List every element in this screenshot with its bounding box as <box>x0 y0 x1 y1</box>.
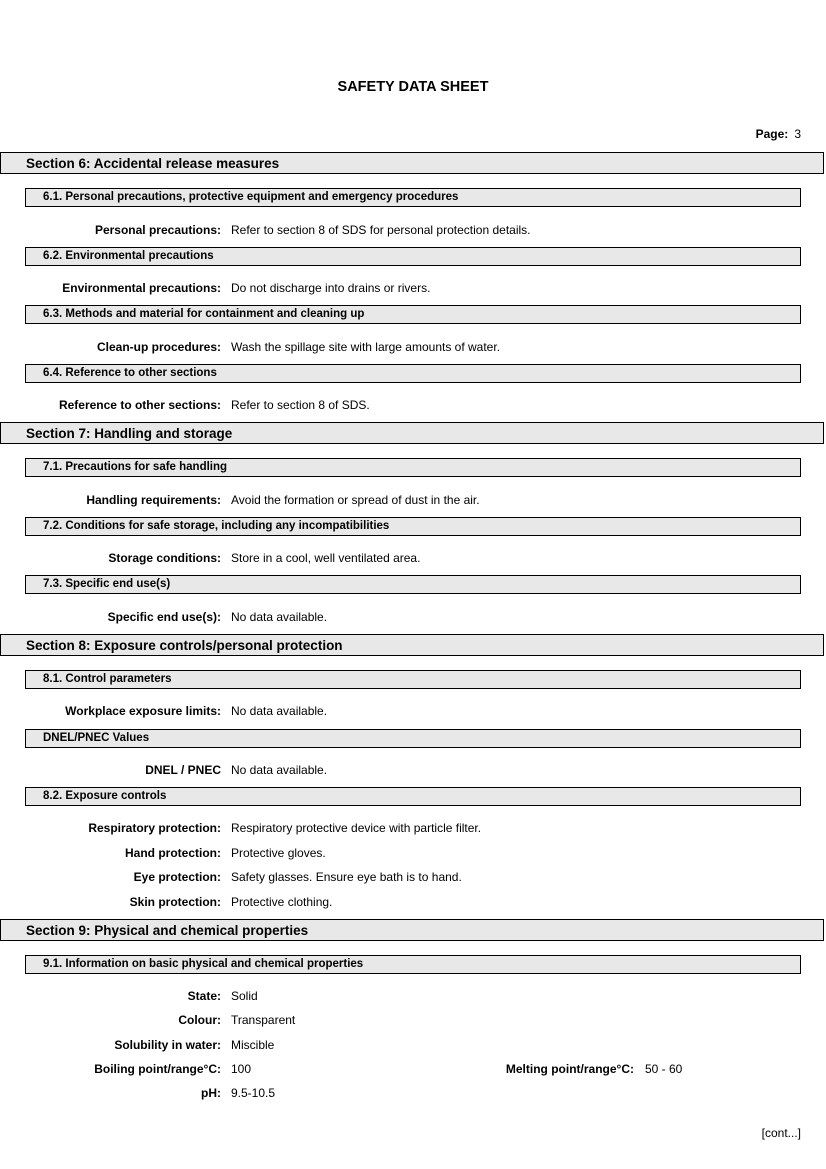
field-value: Protective gloves. <box>231 846 326 860</box>
dnel-pnec-header: DNEL/PNEC Values <box>25 729 801 748</box>
field-label: Personal precautions: <box>94 223 221 237</box>
field-clean-up-procedures <box>0 339 826 355</box>
field-label: Handling requirements: <box>86 493 221 507</box>
field-label: Workplace exposure limits: <box>65 704 221 718</box>
field-value: Protective clothing. <box>231 895 333 909</box>
field-respiratory-protection <box>0 820 826 836</box>
field-eye-protection <box>0 869 826 885</box>
field-value: Transparent <box>231 1013 296 1027</box>
subsection-7-1-header: 7.1. Precautions for safe handling <box>25 458 801 477</box>
field-dnel-pnec <box>0 762 826 778</box>
field-solubility-in-water <box>0 1037 826 1053</box>
field-colour <box>0 1012 826 1028</box>
field-value: 100 <box>231 1062 252 1076</box>
page-indicator <box>756 127 801 141</box>
page-number: 3 <box>794 127 801 141</box>
subsection-6-4-header: 6.4. Reference to other sections <box>25 364 801 383</box>
field-value: Wash the spillage site with large amounts of water. <box>231 340 501 354</box>
field-label: Skin protection: <box>129 895 221 909</box>
subsection-6-3-header: 6.3. Methods and material for containment and cleaning up <box>25 305 801 324</box>
page-label: Page: <box>755 127 789 141</box>
field-handling-requirements <box>0 492 826 508</box>
field-value: Miscible <box>231 1038 275 1052</box>
field-ph <box>0 1085 826 1101</box>
subsection-6-2-header: 6.2. Environmental precautions <box>25 247 801 266</box>
field-value: Refer to section 8 of SDS. <box>231 398 370 412</box>
field-label: Eye protection: <box>133 870 221 884</box>
field-label: Storage conditions: <box>108 551 221 565</box>
field-value: Safety glasses. Ensure eye bath is to hand. <box>231 870 462 884</box>
field-value: Respiratory protective device with particle filter. <box>231 821 482 835</box>
field-label: DNEL / PNEC <box>145 763 221 777</box>
section-6-header: Section 6: Accidental release measures <box>0 152 824 174</box>
field-label: Environmental precautions: <box>62 281 221 295</box>
field-specific-end-uses <box>0 609 826 625</box>
field-skin-protection <box>0 894 826 910</box>
subsection-8-2-header: 8.2. Exposure controls <box>25 787 801 806</box>
field-value: Solid <box>231 989 258 1003</box>
subsection-6-1-header: 6.1. Personal precautions, protective equipment and emergency procedures <box>25 188 801 207</box>
field-label: Boiling point/range°C: <box>94 1062 221 1076</box>
section-9-header: Section 9: Physical and chemical properties <box>0 919 824 941</box>
field-storage-conditions <box>0 550 826 566</box>
field-label: Hand protection: <box>125 846 221 860</box>
field-environmental-precautions <box>0 280 826 296</box>
field-label: Clean-up procedures: <box>96 340 221 354</box>
field-value: Store in a cool, well ventilated area. <box>231 551 421 565</box>
field-label: Respiratory protection: <box>88 821 221 835</box>
continued-marker: [cont...] <box>761 1126 801 1140</box>
field-label: Solubility in water: <box>114 1038 221 1052</box>
section-8-header: Section 8: Exposure controls/personal protection <box>0 634 824 656</box>
subsection-9-1-header: 9.1. Information on basic physical and chemical properties <box>25 955 801 974</box>
field-boiling-melting-point <box>0 1061 826 1077</box>
subsection-7-3-header: 7.3. Specific end use(s) <box>25 575 801 594</box>
field-value: Refer to section 8 of SDS for personal protection details. <box>231 223 531 237</box>
field-label: State: <box>187 989 221 1003</box>
field-value: No data available. <box>231 704 328 718</box>
field-value-melting-point: 50 - 60 <box>645 1062 683 1076</box>
field-value: Avoid the formation or spread of dust in the air. <box>231 493 480 507</box>
field-label: Reference to other sections: <box>58 398 221 412</box>
subsection-7-2-header: 7.2. Conditions for safe storage, including any incompatibilities <box>25 517 801 536</box>
field-reference-other-sections <box>0 397 826 413</box>
field-personal-precautions <box>0 222 826 238</box>
field-value: Do not discharge into drains or rivers. <box>231 281 431 295</box>
field-label: Colour: <box>178 1013 221 1027</box>
field-label-melting-point: Melting point/range°C: <box>505 1062 634 1076</box>
field-label: pH: <box>201 1086 221 1100</box>
field-workplace-exposure-limits <box>0 703 826 719</box>
field-state <box>0 988 826 1004</box>
section-7-header: Section 7: Handling and storage <box>0 422 824 444</box>
field-hand-protection <box>0 845 826 861</box>
field-label: Specific end use(s): <box>107 610 221 624</box>
field-value: No data available. <box>231 610 328 624</box>
document-title: SAFETY DATA SHEET <box>337 79 489 95</box>
subsection-8-1-header: 8.1. Control parameters <box>25 670 801 689</box>
field-value: 9.5-10.5 <box>231 1086 276 1100</box>
field-value: No data available. <box>231 763 328 777</box>
